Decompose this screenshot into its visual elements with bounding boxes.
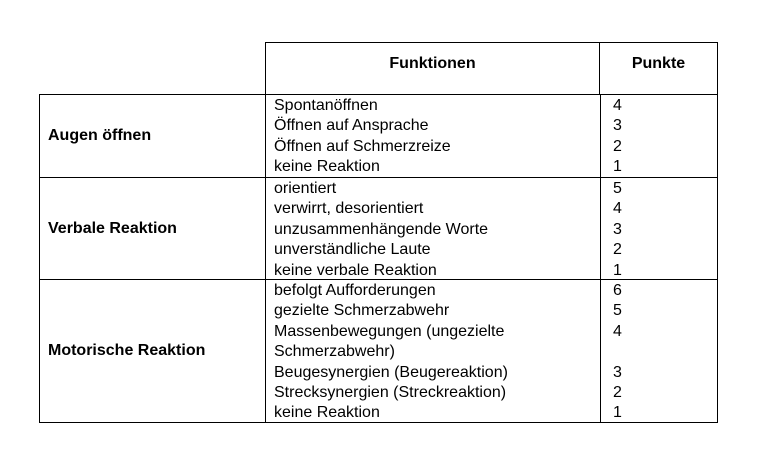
points-value: 5 (613, 302, 622, 320)
function-item: keine Reaktion (274, 404, 380, 422)
points-value: 2 (613, 383, 622, 401)
points-value: 4 (613, 200, 622, 218)
points-value: 1 (613, 404, 622, 422)
header-blank-cell (39, 42, 265, 94)
header-points: Punkte (600, 42, 718, 94)
points-value: 4 (613, 322, 622, 340)
functions-cell (266, 95, 601, 177)
function-item: Schmerzabwehr) (274, 343, 395, 361)
header-functions: Funktionen (265, 42, 600, 94)
points-value: 5 (613, 180, 622, 197)
function-item: unzusammenhängende Worte (274, 220, 489, 238)
function-item: gezielte Schmerzabwehr (274, 302, 450, 320)
group-motor-response (39, 279, 718, 423)
points-value: 3 (613, 363, 622, 381)
function-item: Spontanöffnen (274, 97, 378, 114)
points-value (613, 342, 719, 362)
function-item: Öffnen auf Schmerzreize (274, 137, 451, 155)
points-value: 2 (613, 137, 622, 155)
function-item: orientiert (274, 180, 337, 197)
group-eye-opening (39, 94, 718, 178)
function-item: Strecksynergien (Streckreaktion) (274, 383, 507, 401)
points-value: 6 (613, 282, 622, 299)
points-value: 4 (613, 97, 622, 114)
points-value: 1 (613, 261, 622, 279)
function-item: keine Reaktion (274, 158, 380, 176)
functions-cell (266, 280, 601, 422)
function-item: keine verbale Reaktion (274, 261, 437, 279)
points-cell (601, 95, 719, 177)
points-cell (601, 178, 719, 279)
points-value: 3 (613, 117, 622, 135)
points-value: 2 (613, 241, 622, 259)
points-value: 1 (613, 158, 622, 176)
function-item: Massenbewegungen (ungezielte (274, 322, 505, 340)
points-cell (601, 280, 719, 422)
category-label: Verbale Reaktion (40, 178, 266, 279)
function-item: Beugesynergien (Beugereaktion) (274, 363, 508, 381)
points-value: 3 (613, 220, 622, 238)
category-label: Motorische Reaktion (40, 280, 266, 422)
function-item: unverständliche Laute (274, 241, 431, 259)
function-item: Öffnen auf Ansprache (274, 117, 429, 135)
category-label: Augen öffnen (40, 95, 266, 177)
function-item: befolgt Aufforderungen (274, 282, 436, 299)
group-verbal-response (39, 177, 718, 280)
function-item: verwirrt, desorientiert (274, 200, 424, 218)
functions-cell (266, 178, 601, 279)
